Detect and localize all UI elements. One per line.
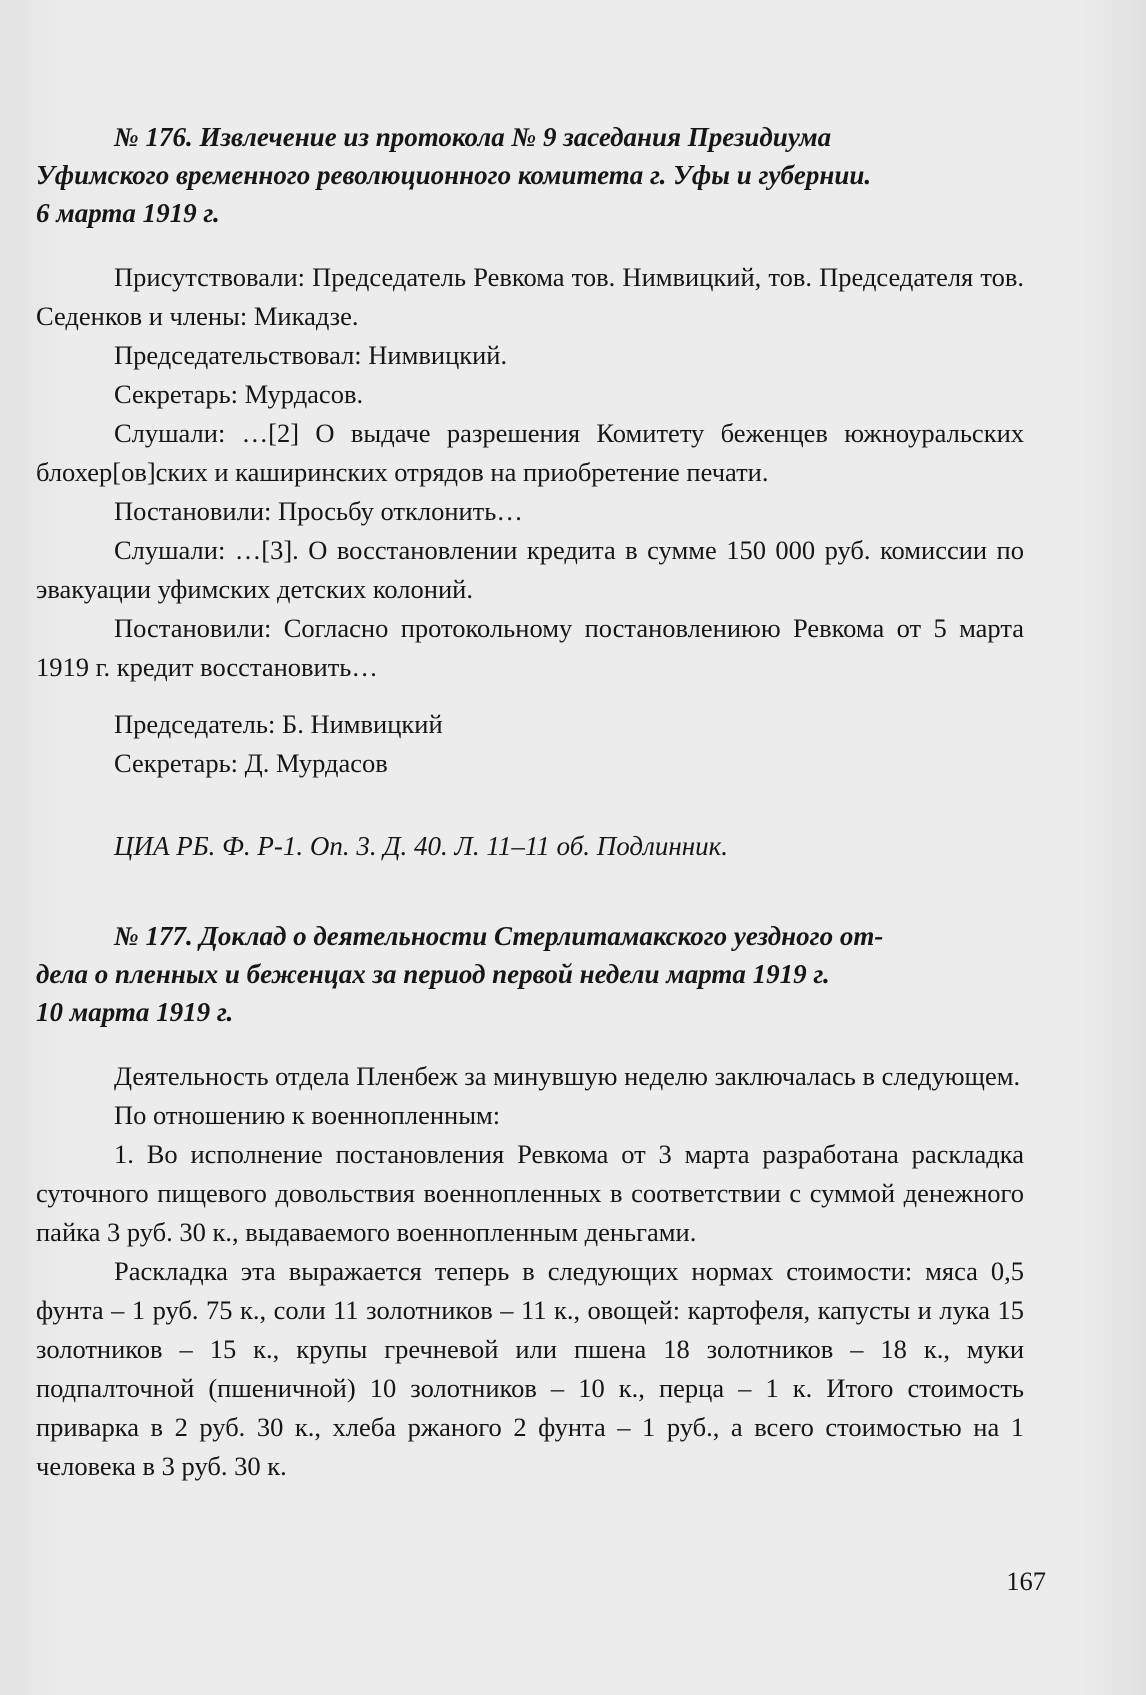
signature-chair: Председатель: Б. Нимвицкий — [114, 709, 443, 739]
page-number: 167 — [1006, 1566, 1046, 1596]
resolved-line-1: Постановили: Просьбу отклонить… — [114, 496, 523, 526]
signature-secretary: Секретарь: Д. Мурдасов — [114, 748, 388, 778]
heading-176-line-2: Уфимского временного революционного комитета г. Уфы и губернии. — [36, 160, 872, 190]
present-paragraph: Присутствовали: Председатель Ревкома тов. Нимвицкий, тов. Председателя тов. Седенков и члены: Микадзе. — [36, 262, 1024, 331]
item-1-paragraph: 1. Во исполнение постановления Ревкома от 3 марта разработана раскладка суточного пищевого довольствия военнопленных в соответствии с суммой денежного пайка 3 руб. 30 к., выдаваемого военнопленным деньгами. — [36, 1139, 1024, 1247]
heard-paragraph-2: Слушали: …[3]. О восстановлении кредита в сумме 150 000 руб. комиссии по эвакуации уфимских детских колоний. — [36, 535, 1024, 604]
resolved-paragraph-2: Постановили: Согласно протокольному постановлениюю Ревкома от 5 марта 1919 г. кредит восстановить… — [36, 613, 1024, 682]
secretary-line: Секретарь: Мурдасов. — [114, 379, 364, 409]
ration-paragraph: Раскладка эта выражается теперь в следующих нормах стоимости: мяса 0,5 фунта – 1 руб. 75 к., соли 11 золотников – 11 к., овощей: картофеля, капусты и лука 15 золотников – 15 к., крупы гречневой или пшена 18 золотников – 18 к., муки подпалточной (пшеничной) 10 золотников – 10 к., перца – 1 к. Итого стоимость приварка в 2 руб. 30 к., хлеба ржаного 2 фунта – 1 руб., а всего стоимостью на 1 человека в 3 руб. 30 к. — [36, 1256, 1024, 1481]
heading-176-line-3: 6 марта 1919 г. — [36, 198, 220, 228]
page-content — [36, 118, 1024, 1486]
document-176-heading — [36, 118, 1024, 232]
heard-paragraph-1: Слушали: …[2] О выдаче разрешения Комитету беженцев южноуральских блохер[ов]ских и каширинских отрядов на приобретение печати. — [36, 418, 1024, 487]
heading-177-line-1: № 177. Доклад о деятельности Стерлитамакского уездного от- — [114, 921, 884, 951]
pow-heading: По отношению к военнопленным: — [114, 1100, 501, 1130]
document-177-heading — [36, 917, 1024, 1031]
chaired-line: Председательствовал: Нимвицкий. — [114, 340, 508, 370]
heading-176-line-1: № 176. Извлечение из протокола № 9 заседания Президиума — [114, 122, 832, 152]
archive-source: ЦИА РБ. Ф. Р-1. Оп. 3. Д. 40. Л. 11–11 об. Подлинник. — [114, 831, 729, 861]
heading-177-line-3: 10 марта 1919 г. — [36, 997, 234, 1027]
heading-177-line-2: дела о пленных и беженцах за период первой недели марта 1919 г. — [36, 959, 830, 989]
intro-paragraph: Деятельность отдела Пленбеж за минувшую неделю заключалась в следующем. — [114, 1061, 1021, 1091]
